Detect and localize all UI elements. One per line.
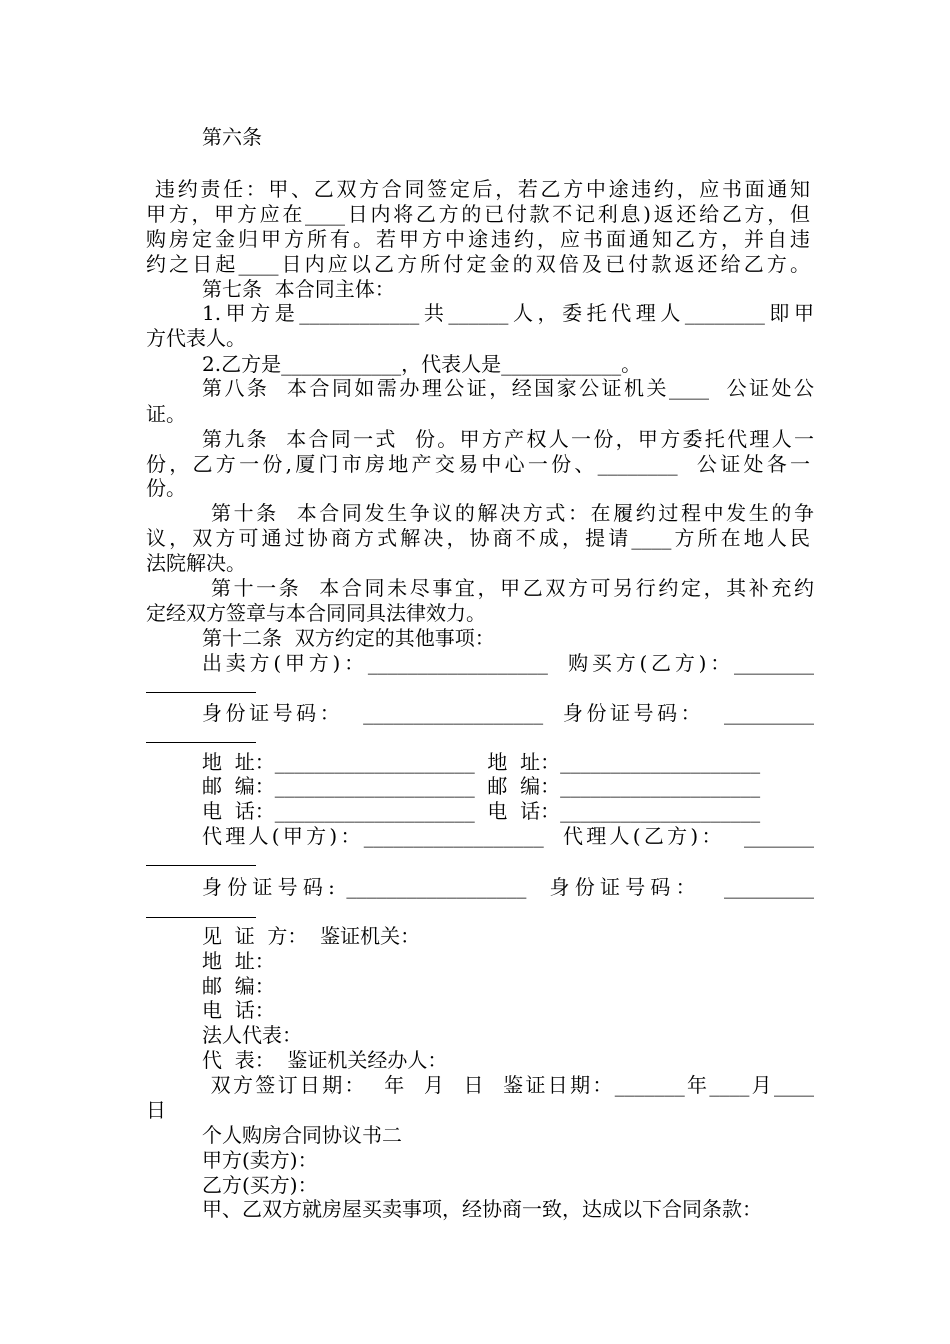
article-7-item-1-cont: 方代表人。 [146,326,246,350]
article-8-line-2: 证。 [146,402,186,426]
signature-underline [146,742,256,743]
article-10-line-3: 法院解决。 [146,551,246,575]
id-number-line: 身份证号码： __________________ 身份证号码： _________ [202,701,814,725]
article-11-line-2: 定经双方签章与本合同同具法律效力。 [146,601,486,625]
agent-id-number-line: 身份证号码: __________________ 身份证号码： _________ [202,875,814,899]
article-6-text-line-1: 违约责任：甲、乙双方合同签定后，若乙方中途违约，应书面通知 [146,177,810,201]
article-7-item-1: 1.甲方是____________共______人，委托代理人________即甲 [202,301,814,325]
witness-phone-line: 电 话： [202,998,275,1022]
postcode-line: 邮 编：____________________ 邮 编：____________________ [202,774,761,798]
article-6-heading: 第六条 [202,125,262,149]
legal-representative-line: 法人代表： [202,1023,302,1047]
article-6-text-line-3: 购房定金归甲方所有。若甲方中途违约，应书面通知乙方，并自违 [146,227,810,251]
article-9-line-3: 份。 [146,476,186,500]
article-9-line-1: 第九条 本合同一式 份。甲方产权人一份，甲方委托代理人一 [202,427,814,451]
article-9-line-2: 份，乙方一份,厦门市房地产交易中心一份、________ 公证处各一 [146,452,810,476]
agent-line: 代理人(甲方)：__________________ 代理人(乙方)： _______ [202,824,814,848]
representative-line: 代 表： 鉴证机关经办人： [202,1048,448,1072]
article-7-item-2: 2.乙方是____________，代表人是____________。 [202,352,642,376]
article-11-line-1: 第十一条 本合同未尽事宜，甲乙双方可另行约定，其补充约 [202,576,814,600]
party-a-seller-line: 甲方(卖方)： [202,1148,318,1172]
witness-address-line: 地 址： [202,949,275,973]
article-10-line-1: 第十条 本合同发生争议的解决方式：在履约过程中发生的争 [202,501,814,525]
article-6-text-line-4: 约之日起____日内应以乙方所付定金的双倍及已付款返还给乙方。 [146,252,810,276]
phone-line: 电 话：____________________ 电 话：____________________ [202,799,761,823]
witness-line: 见 证 方： 鉴证机关： [202,924,421,948]
article-10-line-2: 议，双方可通过协商方式解决，协商不成，提请____方所在地人民 [146,526,810,550]
signature-underline [146,917,256,918]
witness-postcode-line: 邮 编： [202,974,275,998]
address-line: 地 址：____________________ 地 址：____________________ [202,750,761,774]
signing-date-line-cont: 日 [146,1098,166,1122]
article-7-heading: 第七条 本合同主体： [202,277,395,301]
article-12-heading: 第十二条 双方约定的其他事项： [202,626,495,650]
signature-underline [146,865,256,866]
signature-underline [146,692,256,693]
seller-buyer-line: 出卖方(甲方)：__________________ 购买方(乙方)：________ [202,651,814,675]
signing-date-line: 双方签订日期： 年 月 日 鉴证日期：_______年____月____ [202,1073,814,1097]
article-8-line-1: 第八条 本合同如需办理公证，经国家公证机关____ 公证处公 [202,376,814,400]
article-6-text-line-2: 甲方，甲方应在____日内将乙方的已付款不记利息)返还给乙方，但 [146,202,810,226]
agreement-intro-line: 甲、乙双方就房屋买卖事项，经协商一致，达成以下合同条款： [202,1197,762,1221]
contract-two-title: 个人购房合同协议书二 [202,1123,402,1147]
party-b-buyer-line: 乙方(买方)： [202,1173,318,1197]
